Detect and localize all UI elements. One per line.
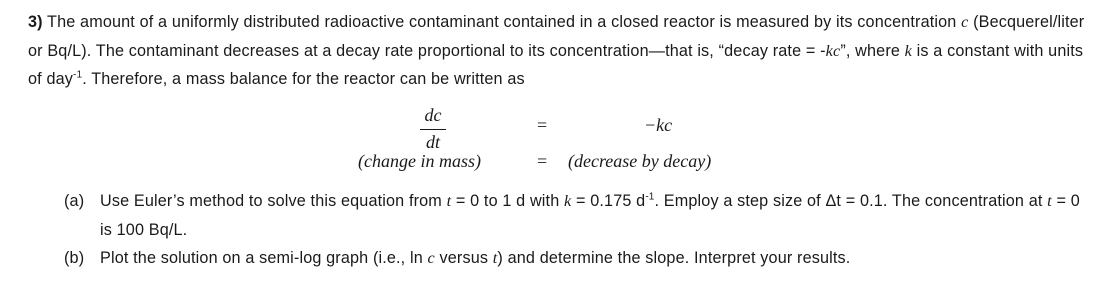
part-a-var-t: t [446,192,452,210]
intro-text-5: . Therefore, a mass balance for the reactor can be written as [82,70,525,88]
part-a-var-t2: t [1047,192,1052,210]
part-a-text-3: = 0.175 d [571,192,646,210]
fraction-bar [420,129,446,130]
equals-sign-1: = [537,115,548,135]
part-a [64,187,1094,244]
part-b-label: (b) [64,249,85,267]
fraction-numerator: dc [424,105,442,125]
fraction-denominator: dt [425,132,440,152]
equation-rhs: −kc [644,115,673,135]
part-b-text-2: versus [434,249,493,267]
intro-text-1: The amount of a uniformly distributed radioactive contaminant contained in a closed reactor is measured by its concentration [42,13,962,31]
problem-statement [28,8,1088,94]
part-b-text-1: Plot the solution on a semi-log graph (i.e., ln [100,249,428,267]
equation-lhs-words: (change in mass) [358,151,481,171]
part-b-var-t: t [492,249,498,267]
equals-sign-2: = [537,151,548,171]
variable-c: c [961,13,969,31]
part-a-text-1: Use Euler’s method to solve this equation from [100,192,447,210]
variable-kc: kc [825,41,841,60]
derivative-fraction [420,103,446,153]
part-a-label: (a) [64,192,85,210]
part-a-text [100,187,1094,244]
problem-number: 3) [28,13,43,31]
intro-text-3: ”, where [840,41,905,60]
part-b-text-3: ) and determine the slope. Interpret your results. [497,249,851,267]
part-b [64,244,1094,273]
day-exponent: -1 [73,69,83,81]
intro-text-4: is a constant with units of day [28,41,1084,88]
equation-rhs-words: (decrease by decay) [568,151,712,171]
variable-k: k [904,41,913,60]
part-a-text-2: = 0 to 1 d with [451,192,564,210]
part-b-var-c: c [427,249,435,267]
intro-text-2: (Becquerel/liter or Bq/L). The contaminant decreases at a decay rate proportional to its concentration—that is, “decay rate = - [28,13,1085,60]
part-a-text-5: = 0 is 100 Bq/L. [100,192,1080,239]
part-b-text [100,244,1094,273]
part-a-exponent: -1 [645,191,655,203]
part-a-text-4: . Employ a step size of Δt = 0.1. The concentration at [654,192,1048,210]
part-a-var-k: k [564,192,572,210]
